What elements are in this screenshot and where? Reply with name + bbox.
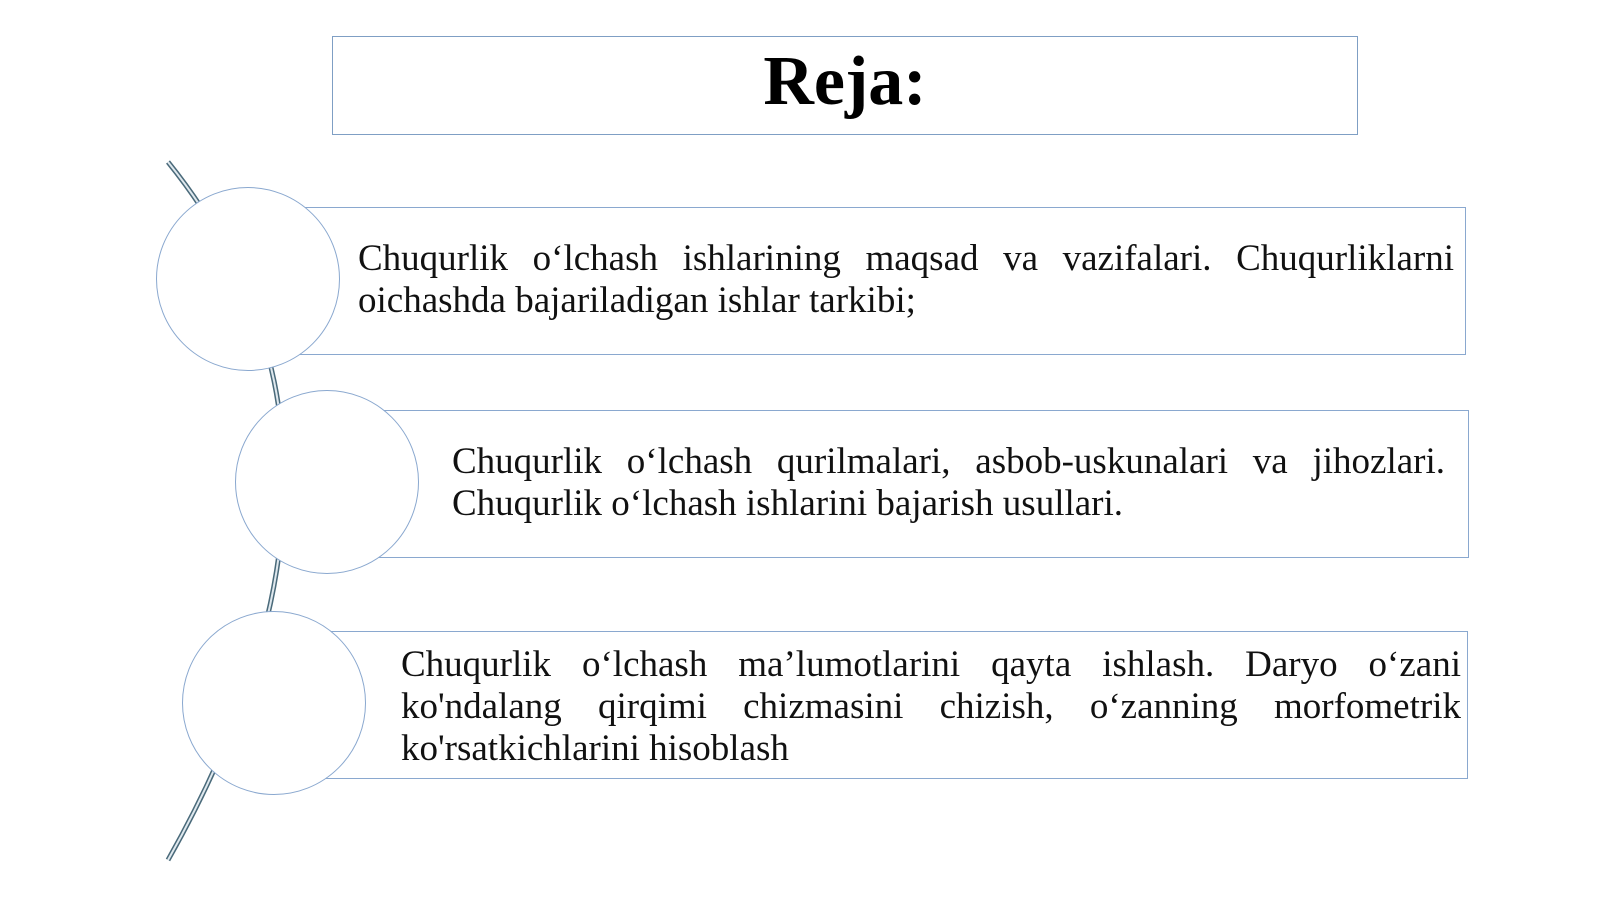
plan-item-2-circle	[235, 390, 419, 574]
plan-item-2-text: Chuqurlik o‘lchash qurilmalari, asbob-uskunalari va jihozlari. Chuqurlik o‘lchash ishlarini bajarish usullari.	[452, 441, 1445, 524]
plan-item-3-circle	[182, 611, 366, 795]
plan-item-1-circle	[156, 187, 340, 371]
plan-item-3-text: Chuqurlik o‘lchash ma’lumotlarini qayta ishlash. Daryo o‘zani ko'ndalang qirqimi chizmasini chizish, o‘zanning morfometrik ko'rsatkichlarini hisoblash	[401, 644, 1461, 769]
plan-item-1-text: Chuqurlik o‘lchash ishlarining maqsad va vazifalari. Chuqurliklarni oichashda bajariladigan ishlar tarkibi;	[358, 238, 1454, 321]
slide-title: Reja:	[763, 43, 927, 120]
